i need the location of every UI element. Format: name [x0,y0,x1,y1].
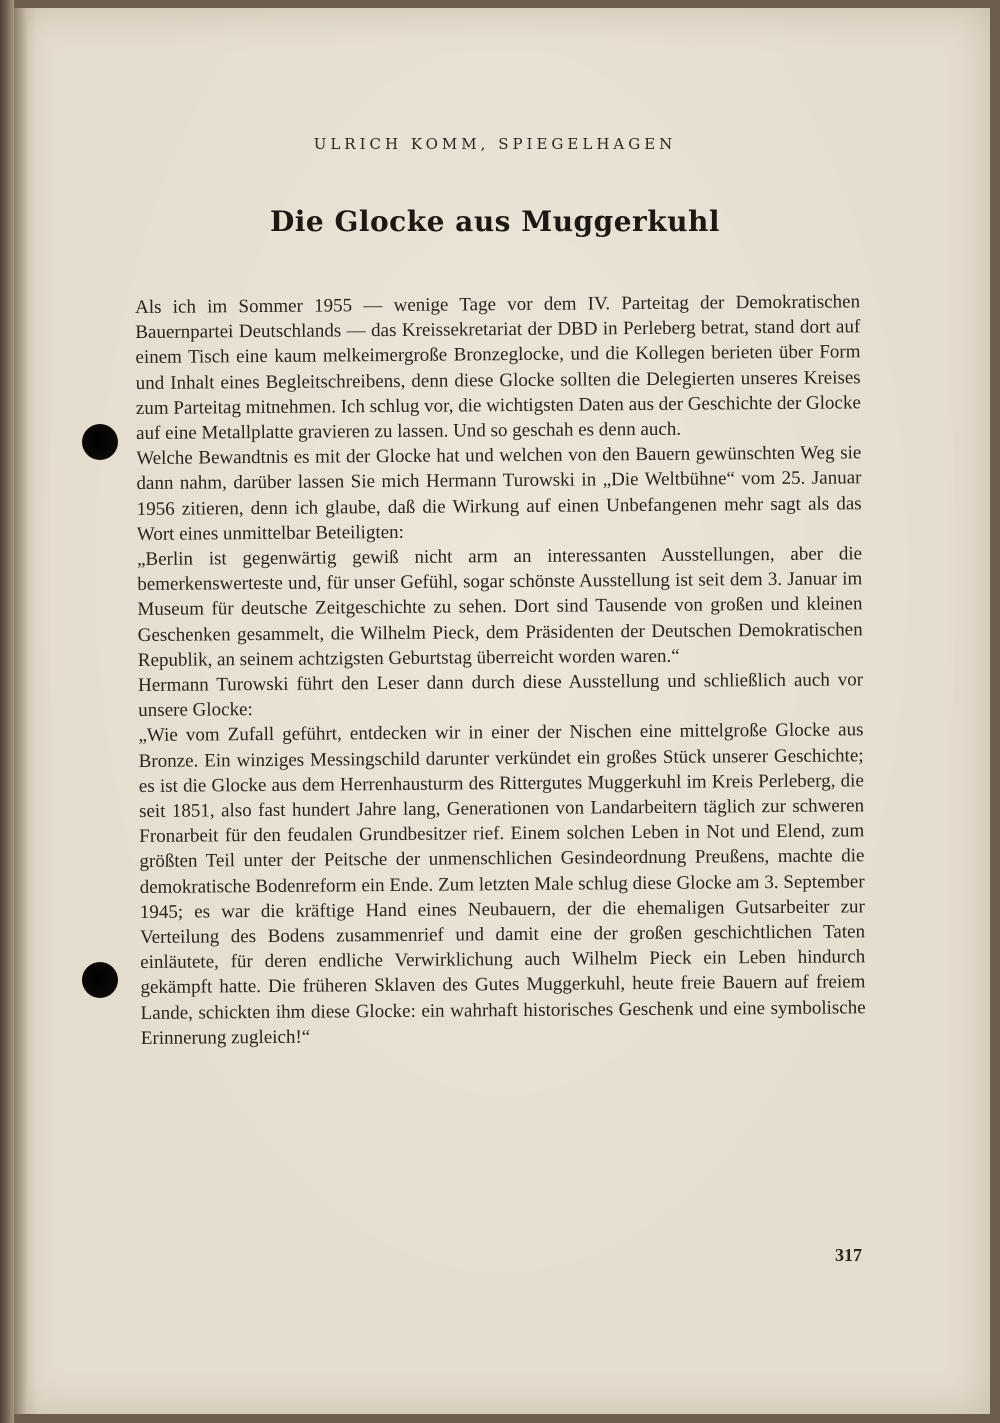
paragraph: „Berlin ist gegenwärtig gewiß nicht arm an interessanten Ausstellungen, aber die bemerkenswerteste und, für unser Gefühl, sogar schönste Ausstellung ist seit dem 3. Januar im Museum für deutsche Zeitgeschichte zu sehen. Dort sind Tausende von großen und kleinen Geschenken gesammelt, die Wilhelm Pieck, dem Präsidenten der Deutschen Demokratischen Republik, an seinem achtzigsten Geburtstag überreicht worden waren.“ [136,543,863,671]
page-gutter [14,8,28,1414]
paragraph: „Wie vom Zufall geführt, entdecken wir in einer der Nischen eine mittelgroße Glocke aus Bronze. Ein winziges Messingschild darunter verkündet ein großes Stück unserer Geschichte; es ist die Glocke aus dem Herrenhausturm des Rittergutes Muggerkuhl im Kreis Perleberg, die seit 1851, also fast hundert Jahre lang, Generationen von Landarbeitern täglich zur schweren Fronarbeit für den feudalen Grundbesitzer rief. Einem solchen Leben in Not und Elend, zum größten Teil unter der Peitsche der unmenschlichen Gesindeordnung Preußens, machte die demokratische Bodenreform ein Ende. Zum letzten Male schlug diese Glocke am 3. September 1945; es war die kräftige Hand eines Neubauern, der die ehemaligen Gutsarbeiter zur Verteilung des Bodens zusammenrief und damit eine der großen geschichtlichen Taten einläutete, für deren endliche Verwirklichung auch Wilhelm Pieck ein Leben hindurch gekämpft hatte. Die früheren Sklaven des Gutes Muggerkuhl, heute freie Bauern auf freiem Lande, schickten ihm diese Glocke: ein wahrhaft historisches Geschenk und eine symbolische Erinnerung zugleich!“ [138,719,866,1049]
page-number: 317 [835,1245,862,1265]
punch-hole [82,424,118,460]
paragraph: Hermann Turowski führt den Leser dann durch diese Ausstellung und schließlich auch vor unsere Glocke: [137,669,864,722]
paragraph: Welche Bewandtnis es mit der Glocke hat und welchen von den Bauern gewünschten Weg sie dann nahm, darüber lassen Sie mich Hermann Turowski in „Die Weltbühne“ vom 25. Januar 1956 zitieren, denn ich glaube, daß die Wirkung auf einen Unbefangenen mehr sagt als das Wort eines unmittelbar Beteiligten: [136,442,862,545]
book-spine-edge [0,0,14,1423]
punch-hole [82,962,118,998]
paragraph: Als ich im Sommer 1955 — wenige Tage vor dem IV. Parteitag der Demokratischen Bauernpartei Deutschlands — das Kreissekretariat der DBD in Perleberg betrat, stand dort auf einem Tisch eine kaum melkeimergroße Bronzeglocke, und die Kollegen berieten über Form und Inhalt eines Begleitschreibens, denn diese Glocke sollten die Delegierten unseres Kreises zum Parteitag mitnehmen. Ich schlug vor, die wichtigsten Daten aus der Geschichte der Glocke auf eine Metallplatte gravieren zu lassen. Und so geschah es denn auch. [135,291,861,445]
running-head: ULRICH KOMM, SPIEGELHAGEN [313,135,677,153]
chapter-title: Die Glocke aus Muggerkuhl [269,205,721,238]
body-text [135,289,866,1051]
